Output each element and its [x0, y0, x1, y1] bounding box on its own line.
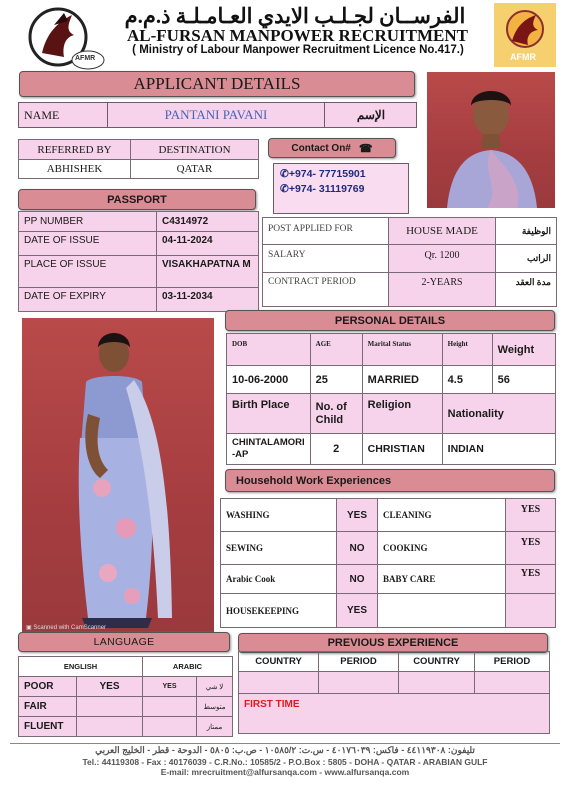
religion-label: Religion [362, 394, 442, 434]
contract-period-label: CONTRACT PERIOD [263, 273, 389, 307]
household-label-cleaning: CLEANING [378, 499, 506, 532]
household-value-washing: YES [337, 499, 378, 532]
camscanner-icon: ▣ [26, 625, 32, 631]
household-label-cooking: COOKING [378, 532, 506, 565]
footer-email-line[interactable]: E-mail: mrecruitment@alfursanqa.com - www.alfursanqa.com [160, 767, 410, 777]
pp-number-value: C4314972 [157, 212, 259, 232]
children-label: No. of Child [310, 394, 362, 434]
company-name: AL-FURSAN MANPOWER RECRUITMENT [127, 26, 468, 45]
salary-label-arabic: الراتب [496, 245, 557, 273]
birth-place-value: CHINTALAMORI -AP [227, 434, 311, 465]
english-column-label: ENGLISH [19, 657, 143, 677]
household-value-empty [506, 594, 556, 628]
previous-experience-title: PREVIOUS EXPERIENCE [238, 633, 548, 653]
language-title: LANGUAGE [18, 632, 230, 652]
contract-period-value: 2-YEARS [389, 273, 496, 307]
footer-divider [10, 743, 560, 744]
passport-table [18, 211, 259, 312]
contact-phone-1[interactable]: ✆+974- 77715901 [280, 168, 366, 180]
previous-experience-table [238, 651, 550, 734]
weight-label: Weight [492, 334, 555, 366]
household-value-arabic-cook: NO [337, 565, 378, 594]
applicant-portrait-photo [427, 72, 555, 208]
english-fair-value [77, 697, 143, 717]
previous-experience-note: FIRST TIME [239, 694, 550, 734]
prev-country-col-2: COUNTRY [399, 652, 475, 672]
household-label-baby-care: BABY CARE [378, 565, 506, 594]
household-value-cooking: YES [506, 532, 556, 565]
destination-value: QATAR [131, 160, 259, 179]
applicant-name-value: PANTANI PAVANI [164, 107, 268, 122]
post-applied-label-arabic: الوظيفة [496, 218, 557, 245]
household-table [220, 498, 556, 628]
religion-value: CHRISTIAN [362, 434, 442, 465]
arabic-company-title: الفرســان لجـلـب الايدي العـامـلـة ذ.م.م [124, 4, 466, 28]
prev-period-col-2: PERIOD [475, 652, 550, 672]
language-level-fluent: FLUENT [19, 717, 77, 737]
contact-title-bar [268, 138, 396, 158]
contract-period-label-arabic: مدة العقد [496, 273, 557, 307]
logo-text-right: AFMR [510, 52, 536, 62]
language-table [18, 656, 233, 737]
birth-place-label: Birth Place [227, 394, 311, 434]
licence-line: ( Ministry of Labour Manpower Recruitment Licence No.417.) [132, 44, 464, 56]
household-title: Household Work Experiences [236, 474, 392, 487]
referred-by-label: REFERRED BY [19, 140, 131, 160]
arabic-poor-value: YES [143, 677, 197, 697]
date-of-issue-value: 04-11-2024 [157, 232, 259, 256]
date-of-issue-label: DATE OF ISSUE [19, 232, 157, 256]
english-fluent-value [77, 717, 143, 737]
date-of-expiry-value: 03-11-2034 [157, 288, 259, 312]
dob-value: 10-06-2000 [227, 366, 311, 394]
dob-label: DOB [227, 334, 311, 366]
passport-title: PASSPORT [18, 189, 256, 210]
name-label-arabic: الإسم [356, 107, 386, 122]
height-value: 4.5 [442, 366, 492, 394]
scan-watermark: ▣ Scanned with CamScanner [26, 625, 107, 631]
prev-period-col-1: PERIOD [319, 652, 399, 672]
referral-table [18, 139, 259, 179]
place-of-issue-label: PLACE OF ISSUE [19, 256, 157, 288]
contact-phone-2[interactable]: ✆+974- 31119769 [280, 183, 365, 195]
name-label: NAME [24, 107, 60, 122]
household-label-empty [378, 594, 506, 628]
nationality-value: INDIAN [442, 434, 555, 465]
weight-value: 56 [492, 366, 555, 394]
language-level-fluent-arabic: ممتاز [197, 717, 233, 737]
post-applied-label: POST APPLIED FOR [263, 218, 389, 245]
arabic-fair-value [143, 697, 197, 717]
logo-text-left: AFMR [75, 55, 96, 62]
destination-label: DESTINATION [131, 140, 259, 160]
household-label-arabic-cook: Arabic Cook [221, 565, 337, 594]
arabic-column-label: ARABIC [143, 657, 233, 677]
footer-arabic-line: تليفون: ٤٤١١٩٣٠٨ - فاكس: ٤٠١٧٦٠٣٩ - س.ت: ١٠٥٨٥/٢ - ص.ب: ٥٨٠٥ - الدوحة - قطر - الخليج العربي [95, 745, 475, 755]
household-value-baby-care: YES [506, 565, 556, 594]
english-poor-value: YES [77, 677, 143, 697]
household-value-sewing: NO [337, 532, 378, 565]
company-logo-left [22, 5, 106, 71]
contact-title: Contact On# [291, 142, 351, 154]
phone-icon: ☎ [358, 142, 373, 155]
household-value-housekeeping: YES [337, 594, 378, 628]
footer-english-line: Tel.: 44119308 - Fax : 40176039 - C.R.No.: 10585/2 - P.O.Box : 5805 - DOHA - QATAR - ARABIAN GULF [82, 757, 488, 767]
household-value-cleaning: YES [506, 499, 556, 532]
height-label: Height [442, 334, 492, 366]
age-value: 25 [310, 366, 362, 394]
household-title-bar [225, 469, 555, 492]
phone-2-icon: ✆ [280, 183, 289, 195]
nationality-label: Nationality [442, 394, 555, 434]
applicant-full-photo [22, 318, 214, 633]
salary-value: Qr. 1200 [389, 245, 496, 273]
phone-1-icon: ✆ [280, 168, 289, 180]
language-level-fair: FAIR [19, 697, 77, 717]
personal-table [226, 333, 556, 465]
children-value: 2 [310, 434, 362, 465]
applicant-details-title: APPLICANT DETAILS [19, 71, 415, 97]
marital-status-value: MARRIED [362, 366, 442, 394]
salary-label: SALARY [263, 245, 389, 273]
referred-by-value: ABHISHEK [19, 160, 131, 179]
personal-details-title: PERSONAL DETAILS [225, 310, 555, 331]
date-of-expiry-label: DATE OF EXPIRY [19, 288, 157, 312]
pp-number-label: PP NUMBER [19, 212, 157, 232]
place-of-issue-value: VISAKHAPATNA M [157, 256, 259, 288]
arabic-fluent-value [143, 717, 197, 737]
language-level-poor-arabic: لا شي [197, 677, 233, 697]
marital-status-label: Marital Status [362, 334, 442, 366]
language-level-poor: POOR [19, 677, 77, 697]
post-applied-value: HOUSE MADE [389, 218, 496, 245]
language-level-fair-arabic: متوسط [197, 697, 233, 717]
company-logo-right [494, 3, 556, 67]
household-label-housekeeping: HOUSEKEEPING [221, 594, 337, 628]
age-label: AGE [310, 334, 362, 366]
prev-country-col-1: COUNTRY [239, 652, 319, 672]
household-label-sewing: SEWING [221, 532, 337, 565]
post-table [262, 217, 557, 307]
household-label-washing: WASHING [221, 499, 337, 532]
